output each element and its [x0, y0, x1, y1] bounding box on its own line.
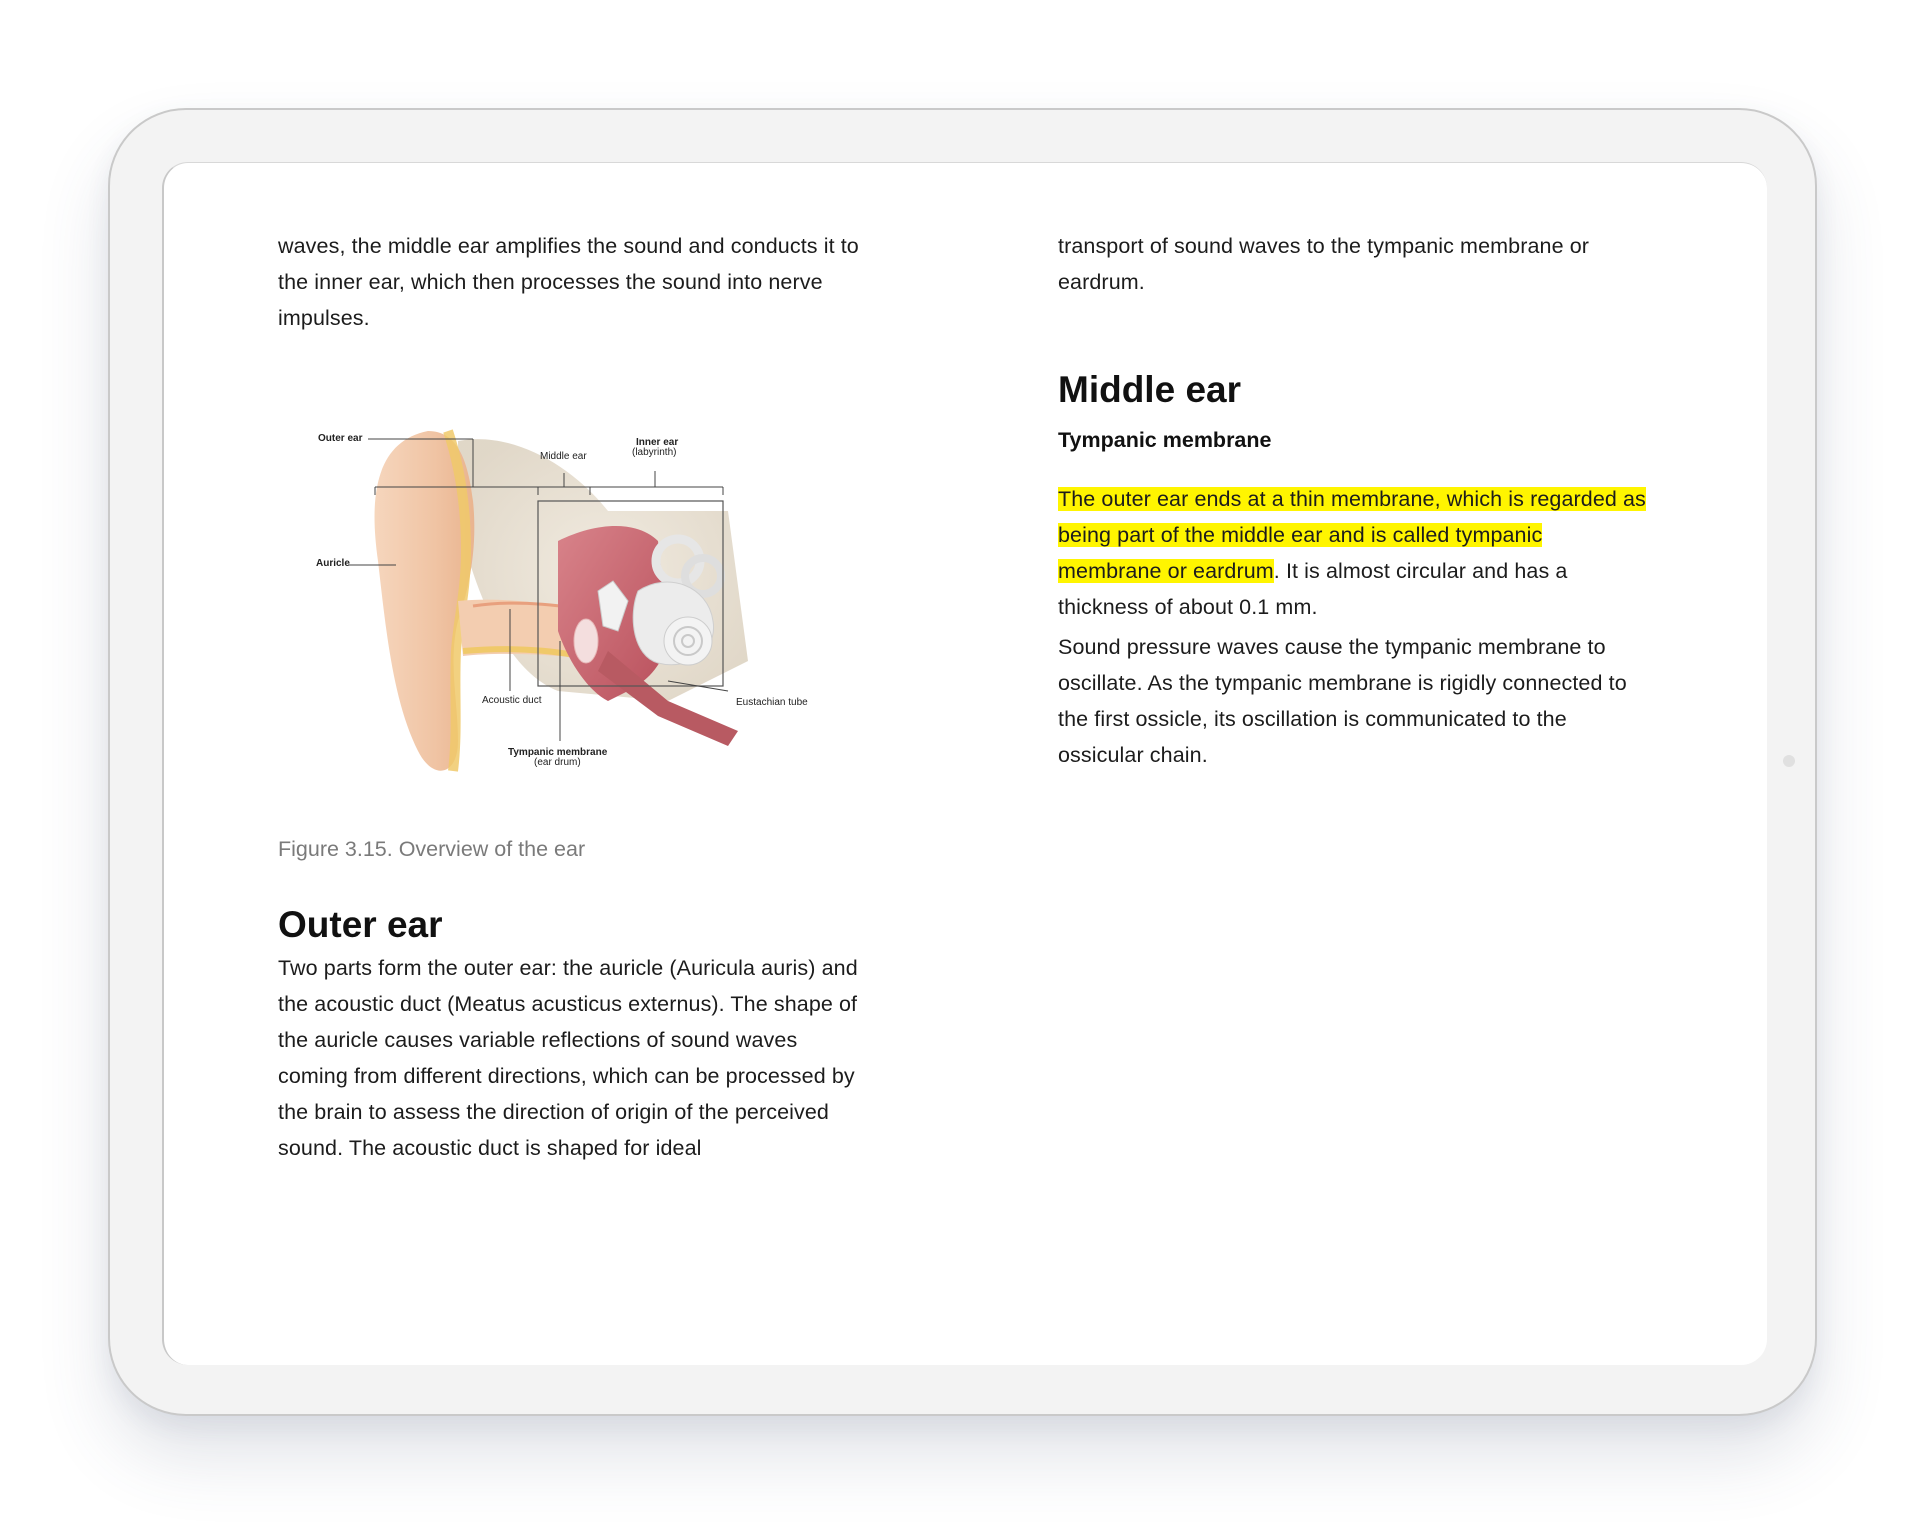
tympanic-membrane-subheading: Tympanic membrane — [1058, 428, 1272, 452]
label-tympanic-membrane: Tympanic membrane — [508, 747, 608, 758]
ear-anatomy-figure[interactable] — [308, 401, 868, 801]
label-acoustic-duct: Acoustic duct — [482, 695, 542, 706]
highlighted-paragraph[interactable] — [1058, 481, 1648, 625]
label-auricle: Auricle — [316, 558, 350, 569]
label-outer-ear: Outer ear — [318, 433, 363, 444]
oscillation-paragraph: Sound pressure waves cause the tympanic membrane to oscillate. As the tympanic membrane is rigidly connected to the first ossicle, its oscillation is communicated to the ossicular chain. — [1058, 635, 1627, 767]
camera-dot — [1783, 755, 1795, 767]
label-eustachian-tube: Eustachian tube — [736, 697, 808, 708]
figure-caption: Figure 3.15. Overview of the ear — [278, 837, 586, 861]
tablet-frame — [108, 108, 1817, 1416]
reader-screen[interactable] — [162, 162, 1767, 1365]
label-inner-ear-sub: (labyrinth) — [632, 447, 677, 458]
label-middle-ear: Middle ear — [540, 451, 587, 462]
continued-paragraph: transport of sound waves to the tympanic membrane or eardrum. — [1058, 234, 1590, 294]
ear-anatomy-illustration — [308, 401, 868, 801]
after-highlight-text: . It is almost circular and has a thickness of about 0.1 mm. — [1058, 559, 1568, 619]
outer-ear-paragraph: Two parts form the outer ear: the auricle (Auricula auris) and the acoustic duct (Meatus acusticus externus). The shape of the auricle causes variable reflections of sound waves coming from different directions, which can be processed by the brain to assess the direction of origin of the perceived sound. The acoustic duct is shaped for ideal — [278, 956, 858, 1160]
outer-ear-heading: Outer ear — [278, 904, 443, 945]
label-tympanic-membrane-sub: (ear drum) — [534, 757, 581, 768]
middle-ear-heading: Middle ear — [1058, 369, 1241, 410]
intro-paragraph: waves, the middle ear amplifies the sound and conducts it to the inner ear, which then processes the sound into nerve impulses. — [278, 234, 859, 330]
label-inner-ear: Inner ear — [636, 437, 679, 448]
text-highlight[interactable]: The outer ear ends at a thin membrane, which is regarded as being part of the middle ear and is called tympanic membrane or eardrum — [1058, 487, 1646, 583]
